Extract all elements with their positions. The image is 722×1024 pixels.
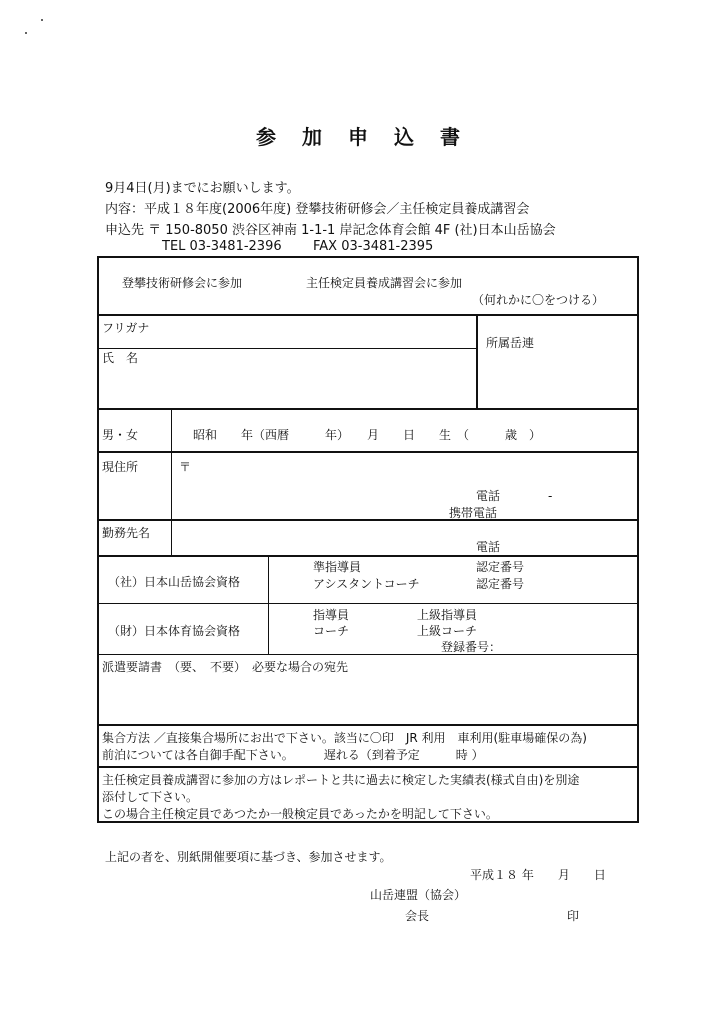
jasa-qualification-1: 指導員 — [313, 608, 350, 622]
row-divider — [97, 314, 639, 316]
deadline-text: 9月4日(月)までにお願いします。 — [105, 181, 300, 196]
jasa-qualification-label: （財）日本体育協会資格 — [108, 624, 241, 638]
address-text: 申込先 〒 150-8050 渋谷区神南 1-1-1 岸記念体育会館 4F (社)日本山岳協会 — [105, 223, 556, 238]
consent-statement: 上記の者を、別紙開催要項に基づき、参加させます。 — [105, 850, 392, 864]
federation-label: 山岳連盟（協会） — [370, 888, 467, 902]
row-divider — [97, 519, 639, 521]
postal-mark: 〒 — [179, 460, 192, 474]
jma-cert-number-1: 認定番号 — [476, 560, 525, 574]
jasa-qualification-4: 上級コーチ — [417, 624, 478, 638]
furigana-label: フリガナ — [102, 321, 150, 335]
choice-climbing-seminar[interactable]: 登攀技術研修会に参加 — [122, 276, 243, 290]
jasa-qualification-3: 上級指導員 — [417, 608, 478, 622]
affiliation-label: 所属岳連 — [486, 336, 535, 350]
dispatch-request: 派遣要請書 （要、 不要） 必要な場合の宛先 — [102, 660, 349, 674]
row-divider — [97, 451, 639, 453]
phone-label: 電話 - — [476, 489, 553, 503]
row-divider — [97, 348, 477, 349]
column-divider — [268, 555, 269, 655]
tel-text: TEL 03-3481-2396 — [162, 239, 282, 254]
work-label: 勤務先名 — [102, 526, 151, 540]
row-divider — [97, 766, 639, 768]
report-note-2: 添付して下さい。 — [102, 790, 199, 804]
work-phone-label: 電話 — [476, 540, 501, 554]
jma-qualification-1: 準指導員 — [313, 560, 362, 574]
page-title: 参加申込書 — [256, 125, 486, 149]
jma-qualification-2: アシスタントコーチ — [313, 577, 420, 591]
meeting-method: 集合方法 ／直接集合場所にお出で下さい。該当に〇印 JR 利用 車利用(駐車場確保の為) — [102, 731, 587, 745]
submission-date: 平成１８ 年 月 日 — [470, 868, 606, 882]
scan-speck — [41, 19, 43, 21]
mobile-label: 携帯電話 — [449, 506, 498, 520]
row-divider — [97, 724, 639, 726]
chair-label: 会長 — [405, 909, 430, 923]
report-note-1: 主任検定員養成講習に参加の方はレポートと共に過去に検定した実績表(様式自由)を別途 — [102, 773, 580, 787]
column-divider — [476, 314, 478, 409]
row-divider — [97, 654, 639, 655]
report-note-3: この場合主任検定員であつたか一般検定員であったかを明記して下さい。 — [102, 807, 498, 821]
jma-cert-number-2: 認定番号 — [476, 577, 525, 591]
seal-label: 印 — [567, 909, 580, 923]
jasa-qualification-2: コーチ — [313, 624, 350, 638]
name-label: 氏 名 — [102, 351, 139, 365]
row-divider — [97, 555, 639, 557]
jma-qualification-label: （社）日本山岳協会資格 — [108, 575, 241, 589]
row-divider — [97, 603, 639, 604]
jasa-registration-number: 登録番号： — [441, 640, 502, 654]
row-divider — [97, 408, 639, 410]
choice-note: （何れかに〇をつける） — [472, 293, 605, 307]
birth-field: 昭和 年（西暦 年） 月 日 生 （ 歳 ） — [193, 428, 542, 442]
content-text: 内容：平成１８年度(2006年度) 登攀技術研修会／主任検定員養成講習会 — [105, 202, 530, 217]
address-label: 現住所 — [102, 460, 139, 474]
gender-label: 男・女 — [102, 428, 139, 442]
fax-text: FAX 03-3481-2395 — [313, 239, 434, 254]
pre-night-note: 前泊については各自御手配下さい。 遅れる（到着予定 時 ） — [102, 748, 484, 762]
column-divider — [171, 408, 172, 556]
scan-speck — [25, 32, 27, 34]
choice-inspector-course[interactable]: 主任検定員養成講習会に参加 — [306, 276, 463, 290]
